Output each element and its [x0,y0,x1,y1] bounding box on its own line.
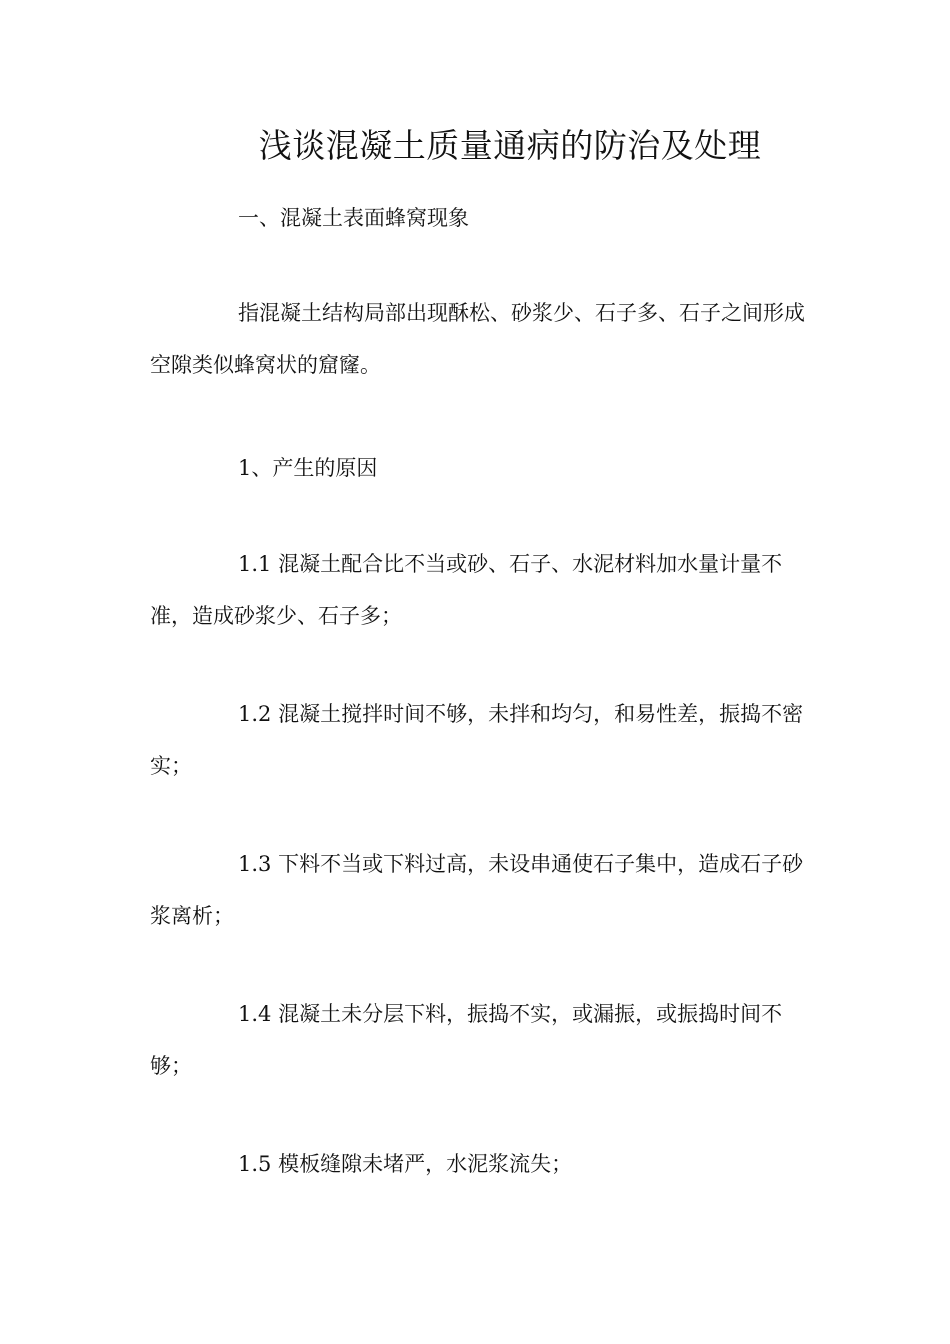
section-heading: 一、混凝土表面蜂窝现象 [238,206,469,230]
list-item: 1.1 混凝土配合比不当或砂、石子、水泥材料加水量计量不准，造成砂浆少、石子多； [150,552,783,628]
list-item: 1.3 下料不当或下料过高，未设串通使石子集中，造成石子砂浆离析； [150,852,804,928]
list-item: 1.4 混凝土未分层下料，振捣不实，或漏振，或振捣时间不够； [150,1002,783,1078]
document-title: 浅谈混凝土质量通病的防治及处理 [258,126,762,165]
list-item: 1.5 模板缝隙未堵严，水泥浆流失； [238,1152,573,1176]
subheading-causes: 1、产生的原因 [238,456,378,480]
list-item: 1.2 混凝土搅拌时间不够，未拌和均匀，和易性差，振捣不密实； [150,702,804,778]
intro-paragraph: 指混凝土结构局部出现酥松、砂浆少、石子多、石子之间形成空隙类似蜂窝状的窟窿。 [150,301,805,377]
